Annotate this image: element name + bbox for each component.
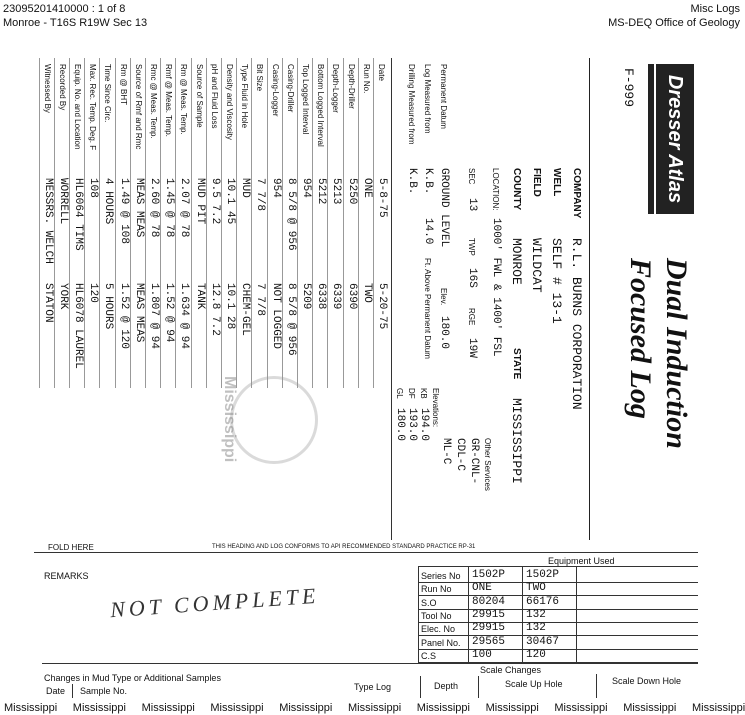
- mud-sample-header: Sample No.: [80, 686, 128, 696]
- sec-value: 13: [466, 198, 478, 212]
- row-label: Witnessed By: [42, 64, 52, 113]
- row-label: Bit Size: [255, 64, 265, 92]
- company-value: R.L. BURNS CORPORATION: [569, 238, 584, 410]
- equip-run2-value: TWO: [526, 582, 546, 595]
- equip-run1-value: 29565: [472, 635, 506, 648]
- row-label: Equip. No. and Location: [73, 64, 82, 150]
- row-label: Casing-Logger: [270, 64, 280, 117]
- document-category: Misc Logs: [690, 3, 740, 15]
- row-label: Date: [377, 64, 386, 81]
- row-rule: [327, 58, 328, 388]
- document-id: 23095201410000 : 1 of 8: [3, 3, 126, 15]
- run-1-value: 108: [87, 178, 100, 198]
- row-rule: [191, 58, 192, 388]
- run-1-value: 1.45 @ 78: [163, 178, 176, 238]
- run-1-value: 7 7/8: [254, 178, 267, 212]
- row-rule: [39, 58, 40, 388]
- run-1-value: 9.5 7.2: [208, 178, 221, 225]
- scale-col-rule-3: [596, 674, 597, 698]
- run-2-value: 5209: [300, 283, 312, 310]
- above-datum-label: Ft. Above Permanent Datum: [423, 258, 432, 359]
- run-1-value: 5-8-75: [376, 178, 388, 218]
- equip-row-label: Run No: [421, 584, 452, 595]
- equip-row-label: C.S: [421, 650, 437, 661]
- equip-row-rule: [418, 649, 698, 650]
- run-2-value: 1.52 @ 120: [117, 283, 130, 350]
- row-rule: [115, 58, 116, 388]
- permanent-datum-value: GROUND LEVEL: [438, 168, 450, 248]
- row-label: Time Since Circ.: [103, 64, 113, 123]
- row-rule: [175, 58, 176, 388]
- drilling-measured-label: Drilling Measured from: [407, 64, 416, 145]
- mud-date-header: Date: [46, 686, 66, 696]
- rge-value: 19W: [466, 338, 478, 358]
- run-1-value: WORRELL: [56, 178, 69, 225]
- df-label: DF: [407, 388, 416, 399]
- field-value: WILDCAT: [529, 238, 544, 293]
- log-measured-value: K.B.: [422, 168, 434, 195]
- location-label: LOCATION:: [491, 168, 500, 211]
- row-label: Density and Viscosity: [225, 64, 234, 140]
- handwritten-remark: NOT COMPLETE: [109, 582, 321, 623]
- run-2-value: CHEM-GEL: [239, 283, 252, 336]
- elevations-label: Elevations:: [431, 388, 440, 428]
- footer-watermark-item: Mississippi: [416, 702, 470, 714]
- log-title-band: [589, 58, 698, 540]
- elev-label: Elev.: [439, 288, 448, 306]
- run-1-value: 1.49 @ 108: [117, 178, 130, 245]
- row-label: pH and Fluid Loss: [209, 64, 219, 129]
- row-rule: [130, 58, 131, 388]
- run-2-value: TWO: [360, 283, 373, 303]
- equip-run1-value: 1502P: [472, 569, 506, 581]
- gl-value: 180.0: [394, 408, 406, 442]
- run-1-value: 2.60 @ 78: [148, 178, 160, 238]
- drilling-measured-value: K.B.: [406, 168, 418, 195]
- run-1-value: 8 5/8 @ 956: [284, 178, 297, 251]
- row-rule: [236, 58, 237, 388]
- run-2-value: 12.8 7.2: [208, 283, 221, 336]
- equip-row-rule: [418, 609, 698, 610]
- run-1-value: 5250: [345, 178, 358, 205]
- sec-label: SEC: [467, 168, 476, 185]
- location-value: 1000' FWL & 1400' FSL: [490, 218, 502, 357]
- other-service-1: GR-CNL-: [468, 438, 480, 485]
- equip-run2-value: 1502P: [526, 569, 560, 581]
- row-rule: [145, 58, 146, 388]
- run-2-value: 6338: [315, 283, 328, 310]
- scale-col-rule-2: [478, 676, 479, 698]
- footer-watermark-item: Mississippi: [485, 702, 539, 714]
- log-title: Dual Induction Focused Log: [624, 258, 693, 449]
- equip-run2-value: 132: [526, 608, 546, 621]
- equip-run1-value: 29915: [472, 608, 506, 621]
- run-2-value: 6390: [345, 283, 358, 310]
- row-label: Max. Rec. Temp. Deg. F: [88, 64, 98, 151]
- row-rule: [54, 58, 55, 388]
- state-value: MISSISSIPPI: [509, 398, 524, 484]
- equip-run2-value: 30467: [526, 635, 560, 648]
- data-table-rule: [391, 58, 392, 540]
- run-2-value: 8 5/8 @ 956: [284, 283, 297, 356]
- row-label: Source of Sample: [194, 64, 204, 128]
- equip-row-label: Panel No.: [421, 637, 461, 648]
- mud-col-rule: [72, 684, 73, 698]
- row-label: Source of Rmf and Rmc: [133, 64, 143, 150]
- row-label: Rm @ BHT: [118, 64, 128, 106]
- scale-col-rule-1: [420, 676, 421, 698]
- df-value: 193.0: [406, 408, 418, 442]
- twp-label: TWP: [467, 238, 476, 256]
- equip-row-label: S.O: [421, 597, 437, 608]
- changes-rule-top: [42, 663, 698, 664]
- mud-changes-title: Changes in Mud Type or Additional Samples: [44, 673, 221, 683]
- run-1-value: MESSRS. WELCH: [41, 178, 54, 264]
- row-label: Rmf @ Meas. Temp.: [164, 64, 174, 137]
- row-label: Recorded By: [57, 64, 67, 111]
- permanent-datum-label: Permanent Datum: [439, 64, 448, 129]
- county-label: COUNTY: [511, 168, 522, 211]
- state-label: STATE: [511, 348, 522, 380]
- run-2-value: 1.634 @ 94: [178, 283, 191, 350]
- run-1-value: HL6064 TIMS: [72, 178, 84, 251]
- office-name: MS-DEQ Office of Geology: [608, 17, 740, 29]
- run-1-value: MEAS MEAS: [132, 178, 145, 238]
- footer-watermark-item: Mississippi: [141, 702, 195, 714]
- kb-label: KB: [419, 388, 428, 399]
- logo-stripe: [648, 64, 654, 214]
- dresser-atlas-logo: Dresser Atlas: [656, 64, 694, 214]
- footer-watermark-item: Mississippi: [623, 702, 677, 714]
- log-measured-above-value: 14.0: [422, 218, 434, 245]
- equip-run1-value: 100: [472, 648, 492, 661]
- document-location: Monroe - T16S R19W Sec 13: [3, 17, 148, 29]
- row-label: Rmc @ Meas. Temp.: [149, 64, 158, 139]
- row-rule: [160, 58, 161, 388]
- footer-watermark-item: Mississippi: [348, 702, 402, 714]
- row-rule: [312, 58, 313, 388]
- footer-watermark-item: Mississippi: [210, 702, 264, 714]
- row-label: Casing-Driller: [285, 64, 295, 113]
- equip-row-rule: [418, 582, 698, 583]
- equip-run2-value: 132: [526, 622, 546, 635]
- equip-run1-value: ONE: [472, 582, 492, 595]
- run-1-value: MUD PIT: [193, 178, 206, 225]
- log-heading-scan: [34, 58, 698, 540]
- row-rule: [206, 58, 207, 388]
- footer-watermark-item: Mississippi: [4, 702, 58, 714]
- well-value: SELF # 13-1: [549, 238, 564, 324]
- api-notice: THIS HEADING AND LOG CONFORMS TO API RECOMMENDED STANDARD PRACTICE RP-31: [212, 544, 476, 550]
- row-rule: [99, 58, 100, 388]
- mississippi-seal: [230, 376, 318, 464]
- equip-row-label: Elec. No: [421, 624, 456, 635]
- scale-depth-header: Depth: [434, 681, 459, 691]
- row-rule: [297, 58, 298, 388]
- run-1-value: 10.1 45: [224, 178, 236, 225]
- kb-value: 194.0: [418, 408, 430, 442]
- other-service-2: CDL-C: [454, 438, 466, 472]
- file-number: F-999: [621, 68, 636, 108]
- run-2-value: 5 HOURS: [102, 283, 115, 330]
- row-rule: [282, 58, 283, 388]
- run-1-value: 2.07 @ 78: [178, 178, 191, 238]
- equip-run1-value: 80204: [472, 595, 506, 608]
- run-2-value: NOT LOGGED: [269, 283, 282, 350]
- run-2-value: 6339: [330, 283, 343, 310]
- run-2-value: 7 7/8: [254, 283, 267, 317]
- row-label: Type Fluid in Hole: [240, 64, 250, 129]
- scale-up-header: Scale Up Hole: [505, 679, 563, 689]
- run-1-value: MUD: [239, 178, 252, 198]
- footer-watermark-item: Mississippi: [279, 702, 333, 714]
- equipment-title: Equipment Used: [548, 556, 615, 566]
- row-label: Top Logged Interval: [301, 64, 310, 135]
- row-rule: [267, 58, 268, 388]
- watermark-text: Mississippi: [221, 376, 238, 463]
- county-value: MONROE: [509, 238, 524, 285]
- equip-row-label: Tool No: [421, 610, 452, 621]
- row-label: Depth-Driller: [346, 64, 356, 109]
- equip-run2-value: 66176: [526, 595, 560, 608]
- run-2-value: 120: [87, 283, 100, 303]
- other-services-label: Other Services: [483, 438, 492, 491]
- fold-line-label: FOLD HERE: [48, 543, 94, 552]
- row-rule: [343, 58, 344, 388]
- row-rule: [84, 58, 85, 388]
- row-label: Run No.: [361, 64, 371, 94]
- scale-changes-title: Scale Changes: [480, 665, 542, 675]
- run-2-value: TANK: [193, 283, 206, 310]
- row-rule: [358, 58, 359, 388]
- run-1-value: 5212: [315, 178, 328, 205]
- run-1-value: 954: [300, 178, 312, 198]
- gl-label: GL: [395, 388, 404, 399]
- equip-row-rule: [418, 622, 698, 623]
- run-2-value: 10.1 28: [224, 283, 236, 330]
- well-label: WELL: [551, 168, 562, 197]
- row-label: Bottom Logged Interval: [316, 64, 326, 147]
- other-service-3: ML-C: [440, 438, 452, 465]
- row-label: Depth-Logger: [331, 64, 341, 113]
- equip-rule-top: [418, 566, 698, 567]
- run-2-value: 5-20-75: [376, 283, 388, 330]
- run-2-value: STATON: [41, 283, 54, 323]
- run-2-value: HL6078 LAUREL: [72, 283, 84, 369]
- row-rule: [221, 58, 222, 388]
- row-rule: [373, 58, 374, 388]
- run-1-value: 4 HOURS: [102, 178, 115, 225]
- field-label: FIELD: [531, 168, 542, 197]
- footer-watermark-item: Mississippi: [72, 702, 126, 714]
- equip-run2-value: 120: [526, 648, 546, 661]
- company-label: COMPANY: [571, 168, 582, 219]
- run-2-value: YORK: [56, 283, 69, 310]
- scale-type-log-header: Type Log: [354, 682, 392, 692]
- twp-value: 16S: [466, 268, 478, 288]
- row-rule: [251, 58, 252, 388]
- scale-down-header: Scale Down Hole: [612, 676, 682, 686]
- equip-run1-value: 29915: [472, 622, 506, 635]
- run-1-value: ONE: [360, 178, 373, 198]
- footer-watermark-item: Mississippi: [692, 702, 745, 714]
- run-2-value: 1.807 @ 94: [148, 283, 160, 350]
- run-2-value: 1.52 @ 94: [163, 283, 176, 343]
- run-1-value: 5213: [330, 178, 343, 205]
- run-2-value: MEAS MEAS: [132, 283, 145, 343]
- elev-value: 180.0: [438, 316, 450, 350]
- row-label: Rm @ Meas. Temp.: [179, 64, 189, 135]
- fold-rule: [34, 552, 698, 553]
- run-1-value: 954: [269, 178, 282, 198]
- log-measured-label: Log Measured from: [423, 64, 432, 134]
- remarks-label: REMARKS: [44, 571, 89, 581]
- footer-watermark-item: Mississippi: [554, 702, 608, 714]
- row-rule: [69, 58, 70, 388]
- equip-row-label: Series No: [421, 571, 461, 581]
- rge-label: RGE: [467, 308, 476, 326]
